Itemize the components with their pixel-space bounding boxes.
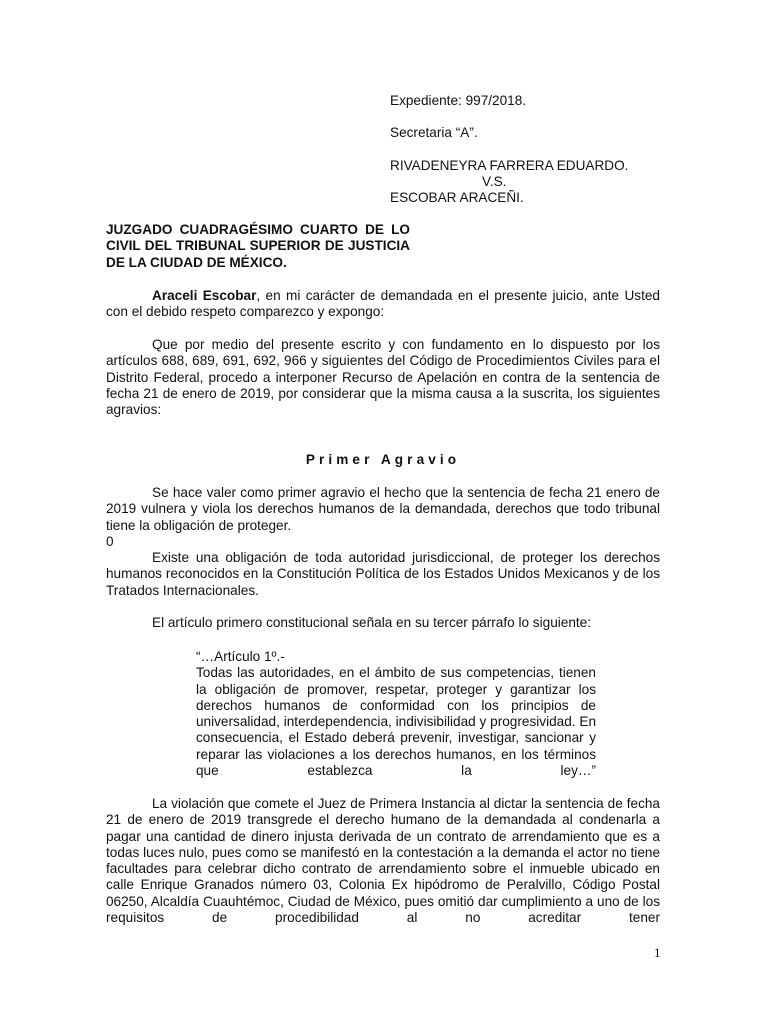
secretariat: Secretaria “A”. bbox=[390, 125, 478, 141]
intro-paragraph bbox=[106, 288, 660, 321]
violation-paragraph: La violación que comete el Juez de Primera Instancia al dictar la sentencia de fecha 21 de enero de 2019 transgrede el derecho humano de la demandada al condenarla a pagar una cantidad de dinero injusta derivada de un contrato de arrendamiento que es a todas luces nulo, pues como se manifestó en la contestación a la demanda el actor no tiene facultades para celebrar dicho contrato de arrendamiento sobre el inmueble ubicado en calle Enrique Granados número 03, Colonia Ex hipódromo de Peralvillo, Código Postal 06250, Alcaldía Cuauhtémoc, Ciudad de México, pues omitió dar cumplimiento a uno de los requisitos de procedibilidad al no acreditar tener bbox=[106, 796, 660, 926]
quote-opening: “…Artículo 1º.- bbox=[196, 649, 285, 664]
obligation-block bbox=[106, 550, 660, 599]
page-number: 1 bbox=[654, 945, 661, 960]
court-addressee: JUZGADO CUADRAGÉSIMO CUARTO DE LO CIVIL DEL TRIBUNAL SUPERIOR DE JUSTICIA DE LA CIUDAD DE MÉXICO. bbox=[106, 222, 410, 270]
stray-character: 0 bbox=[106, 534, 114, 549]
appeal-paragraph: Que por medio del presente escrito y con fundamento en lo dispuesto por los artículos 688, 689, 691, 692, 966 y siguientes del Código de Procedimientos Civiles para el Distrito Federal, procedo a interponer Recurso de Apelación en contra de la sentencia de fecha 21 de enero de 2019, por considerar que la misma causa a la suscrita, los siguientes agravios: bbox=[106, 337, 660, 418]
first-grievance-block bbox=[106, 485, 660, 534]
signatory-name: Araceli Escobar bbox=[152, 288, 257, 303]
first-grievance-paragraph: Se hace valer como primer agravio el hecho que la sentencia de fecha 21 enero de 2019 vulnera y viola los derechos humanos de la demandada, derechos que todo tribunal tiene la obligación de proteger. bbox=[106, 485, 660, 533]
article-intro-block bbox=[106, 615, 660, 631]
defendant-name: ESCOBAR ARACEÑI. bbox=[390, 190, 524, 206]
plaintiff-name: RIVADENEYRA FARRERA EDUARDO. bbox=[390, 157, 629, 173]
appeal-paragraph-block bbox=[106, 337, 660, 418]
intro-text: , en mi carácter de demandada en el presente juicio, ante Usted con el debido respeto comparezco y expongo: bbox=[106, 288, 660, 320]
violation-block bbox=[106, 796, 660, 926]
case-header bbox=[390, 93, 690, 206]
first-grievance-heading: Primer Agravio bbox=[305, 452, 461, 467]
intro-paragraph-block bbox=[106, 288, 660, 321]
versus-label: V.S. bbox=[482, 173, 507, 189]
quote-body: Todas las autoridades, en el ámbito de sus competencias, tienen la obligación de promover, respetar, proteger y garantizar los derechos humanos de conformidad con los principios de universalidad, interdependencia, indivisibilidad y progresividad. En consecuencia, el Estado deberá prevenir, investigar, sancionar y reparar las violaciones a los derechos humanos, en los términos que establezca la ley…” bbox=[196, 665, 596, 779]
obligation-paragraph: Existe una obligación de toda autoridad jurisdiccional, de proteger los derechos humanos reconocidos en la Constitución Política de los Estados Unidos Mexicanos y de los Tratados Internacionales. bbox=[106, 550, 660, 598]
article-intro-paragraph: El artículo primero constitucional señala en su tercer párrafo lo siguiente: bbox=[152, 615, 592, 630]
case-file-number: Expediente: 997/2018. bbox=[390, 93, 527, 108]
constitutional-quote bbox=[196, 649, 596, 779]
